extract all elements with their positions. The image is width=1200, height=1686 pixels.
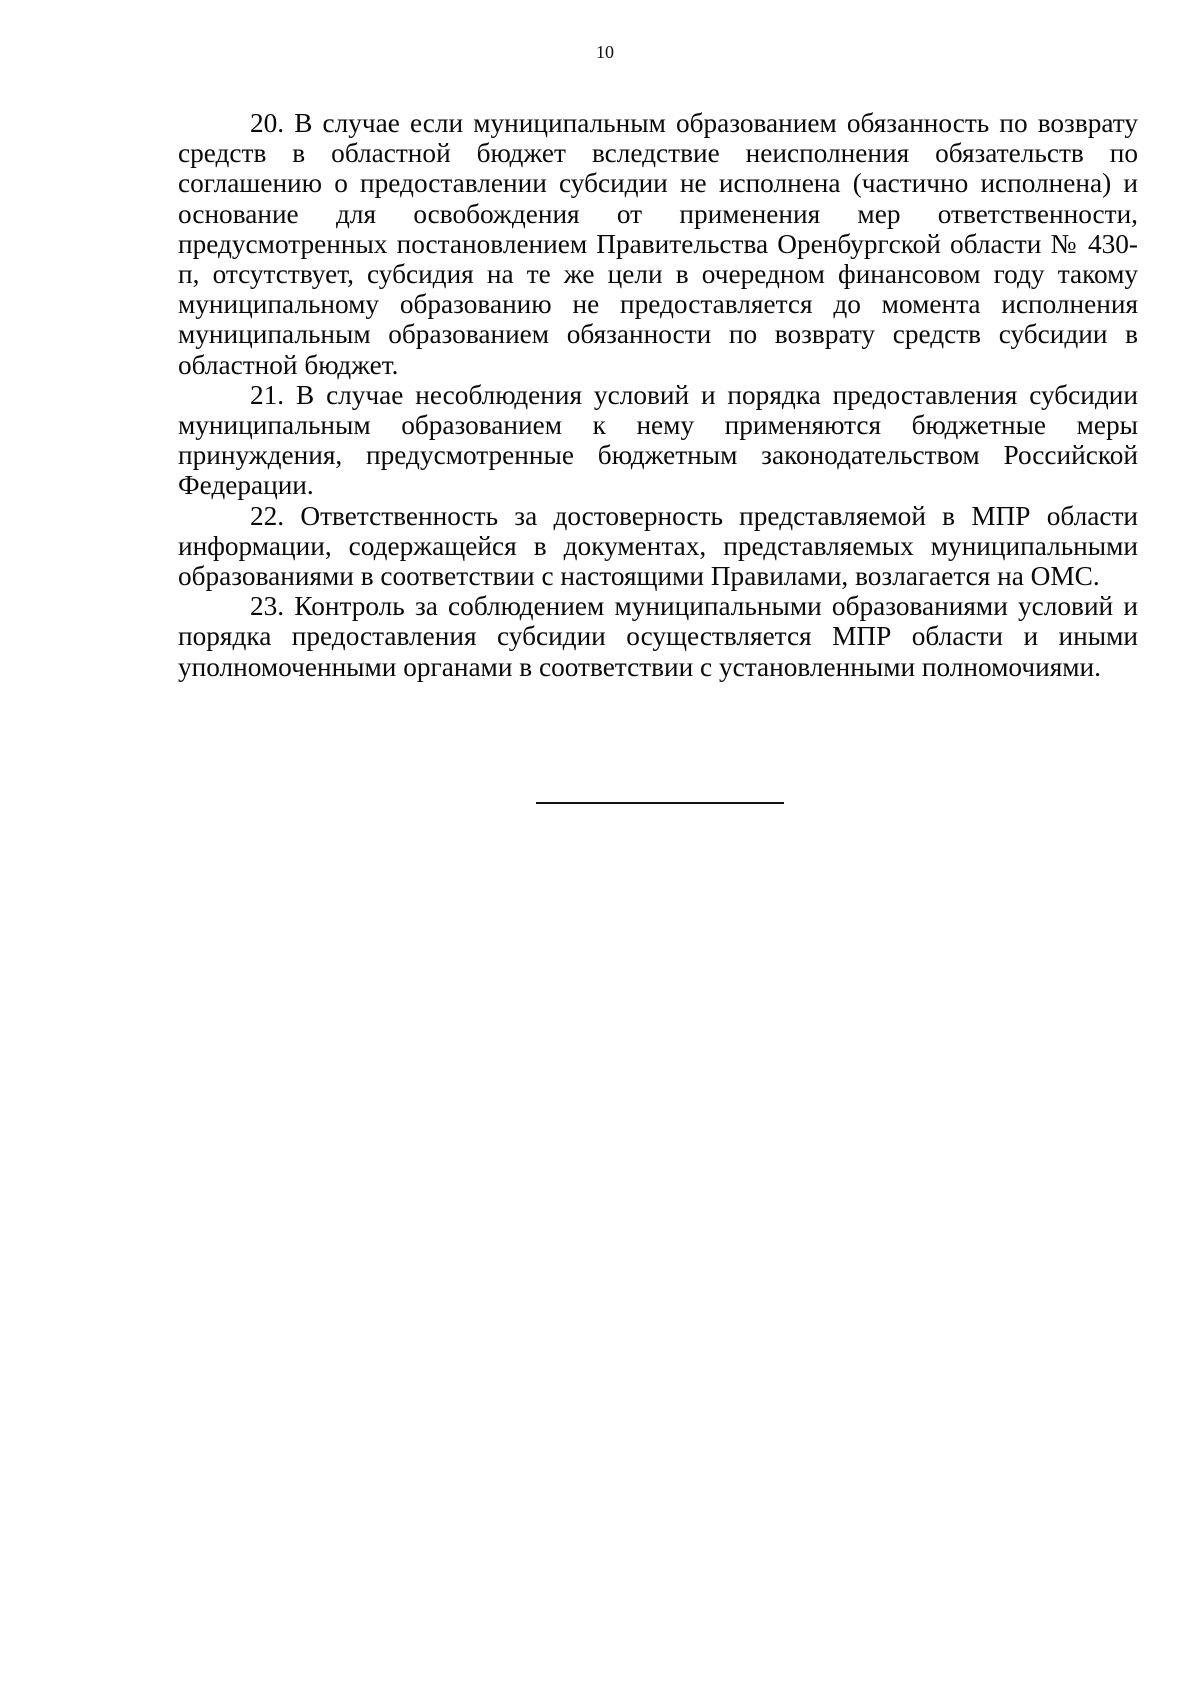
paragraph-21: 21. В случае несоблюдения условий и порядка предоставления субсидии муниципальным образованием к нему применяются бюджетные меры принуждения, предусмотренные бюджетным законодательством Российской Федерации.	[178, 379, 1138, 501]
paragraph-22: 22. Ответственность за достоверность представляемой в МПР области информации, содержащейся в документах, представляемых муниципальными образованиями в соответствии с настоящими Правилами, возлагается на ОМС.	[178, 500, 1138, 592]
paragraph-23: 23. Контроль за соблюдением муниципальными образованиями условий и порядка предоставления субсидии осуществляется МПР области и иными уполномоченными органами в соответствии с установленными полномочиями.	[178, 591, 1138, 682]
document-body	[178, 108, 1138, 682]
page-number: 10	[596, 42, 614, 62]
end-of-document-rule	[536, 802, 784, 804]
paragraph-20: 20. В случае если муниципальным образованием обязанность по возврату средств в областной бюджет вследствие неисполнения обязательств по соглашению о предоставлении субсидии не исполнена (частично исполнена) и основание для освобождения от применения мер ответственности, предусмотренных постановлением Правительства Оренбургской области № 430-п, отсутствует, субсидия на те же цели в очередном финансовом году такому муниципальному образованию не предоставляется до момента исполнения муниципальным образованием обязанности по возврату средств субсидии в областной бюджет.	[178, 108, 1138, 380]
